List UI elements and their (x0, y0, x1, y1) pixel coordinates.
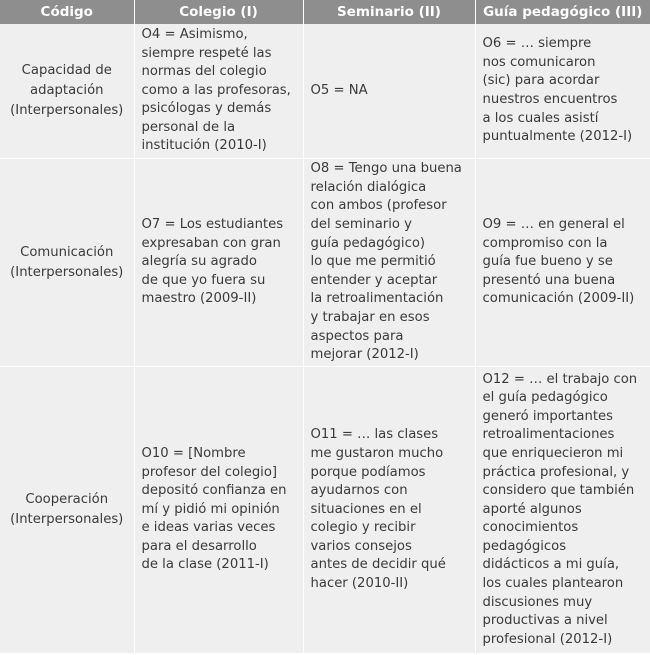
row-code-cell: Comunicación (Interpersonales) (0, 159, 134, 367)
colegio-cell: O4 = Asimismo, siempre respeté las normas del colegio como a las profesoras, psicólogas y demás personal de la institución (2010-I) (134, 24, 303, 159)
guia-cell: O12 = … el trabajo con el guía pedagógico generó importantes retroalimentaciones que enriquecieron mi práctica profesional, y considero que también aporté algunos conocimientos pedagógicos didácticos a mi guía, los cuales plantearon discusiones muy productivas a nivel profesional (2012-I) (475, 367, 650, 654)
header-colegio: Colegio (I) (134, 0, 303, 24)
guia-cell: O9 = … en general el compromiso con la guía fue bueno y se presentó una buena comunicación (2009-II) (475, 159, 650, 367)
header-codigo: Código (0, 0, 134, 24)
guia-cell: O6 = … siempre nos comunicaron (sic) para acordar nuestros encuentros a los cuales asistí puntualmente (2012-I) (475, 24, 650, 159)
colegio-cell: O7 = Los estudiantes expresaban con gran alegría su agrado de que yo fuera su maestro (2009-II) (134, 159, 303, 367)
table-row (0, 24, 650, 159)
header-seminario: Seminario (II) (303, 0, 475, 24)
row-code-cell: Capacidad de adaptación (Interpersonales) (0, 24, 134, 159)
table-body (0, 24, 650, 654)
colegio-cell: O10 = [Nombre profesor del colegio] depositó confianza en mí y pidió mi opinión e ideas varias veces para el desarrollo de la clase (2011-I) (134, 367, 303, 654)
row-code-cell: Cooperación (Interpersonales) (0, 367, 134, 654)
seminario-cell: O8 = Tengo una buena relación dialógica con ambos (profesor del seminario y guía pedagógico) lo que me permitió entender y aceptar la retroalimentación y trabajar en esos aspectos para mejorar (2012-I) (303, 159, 475, 367)
table-header (0, 0, 650, 24)
seminario-cell: O11 = … las clases me gustaron mucho porque podíamos ayudarnos con situaciones en el colegio y recibir varios consejos antes de decidir qué hacer (2010-II) (303, 367, 475, 654)
header-row (0, 0, 650, 24)
table-row (0, 367, 650, 654)
seminario-cell: O5 = NA (303, 24, 475, 159)
header-guia: Guía pedagógico (III) (475, 0, 650, 24)
table-row (0, 159, 650, 367)
